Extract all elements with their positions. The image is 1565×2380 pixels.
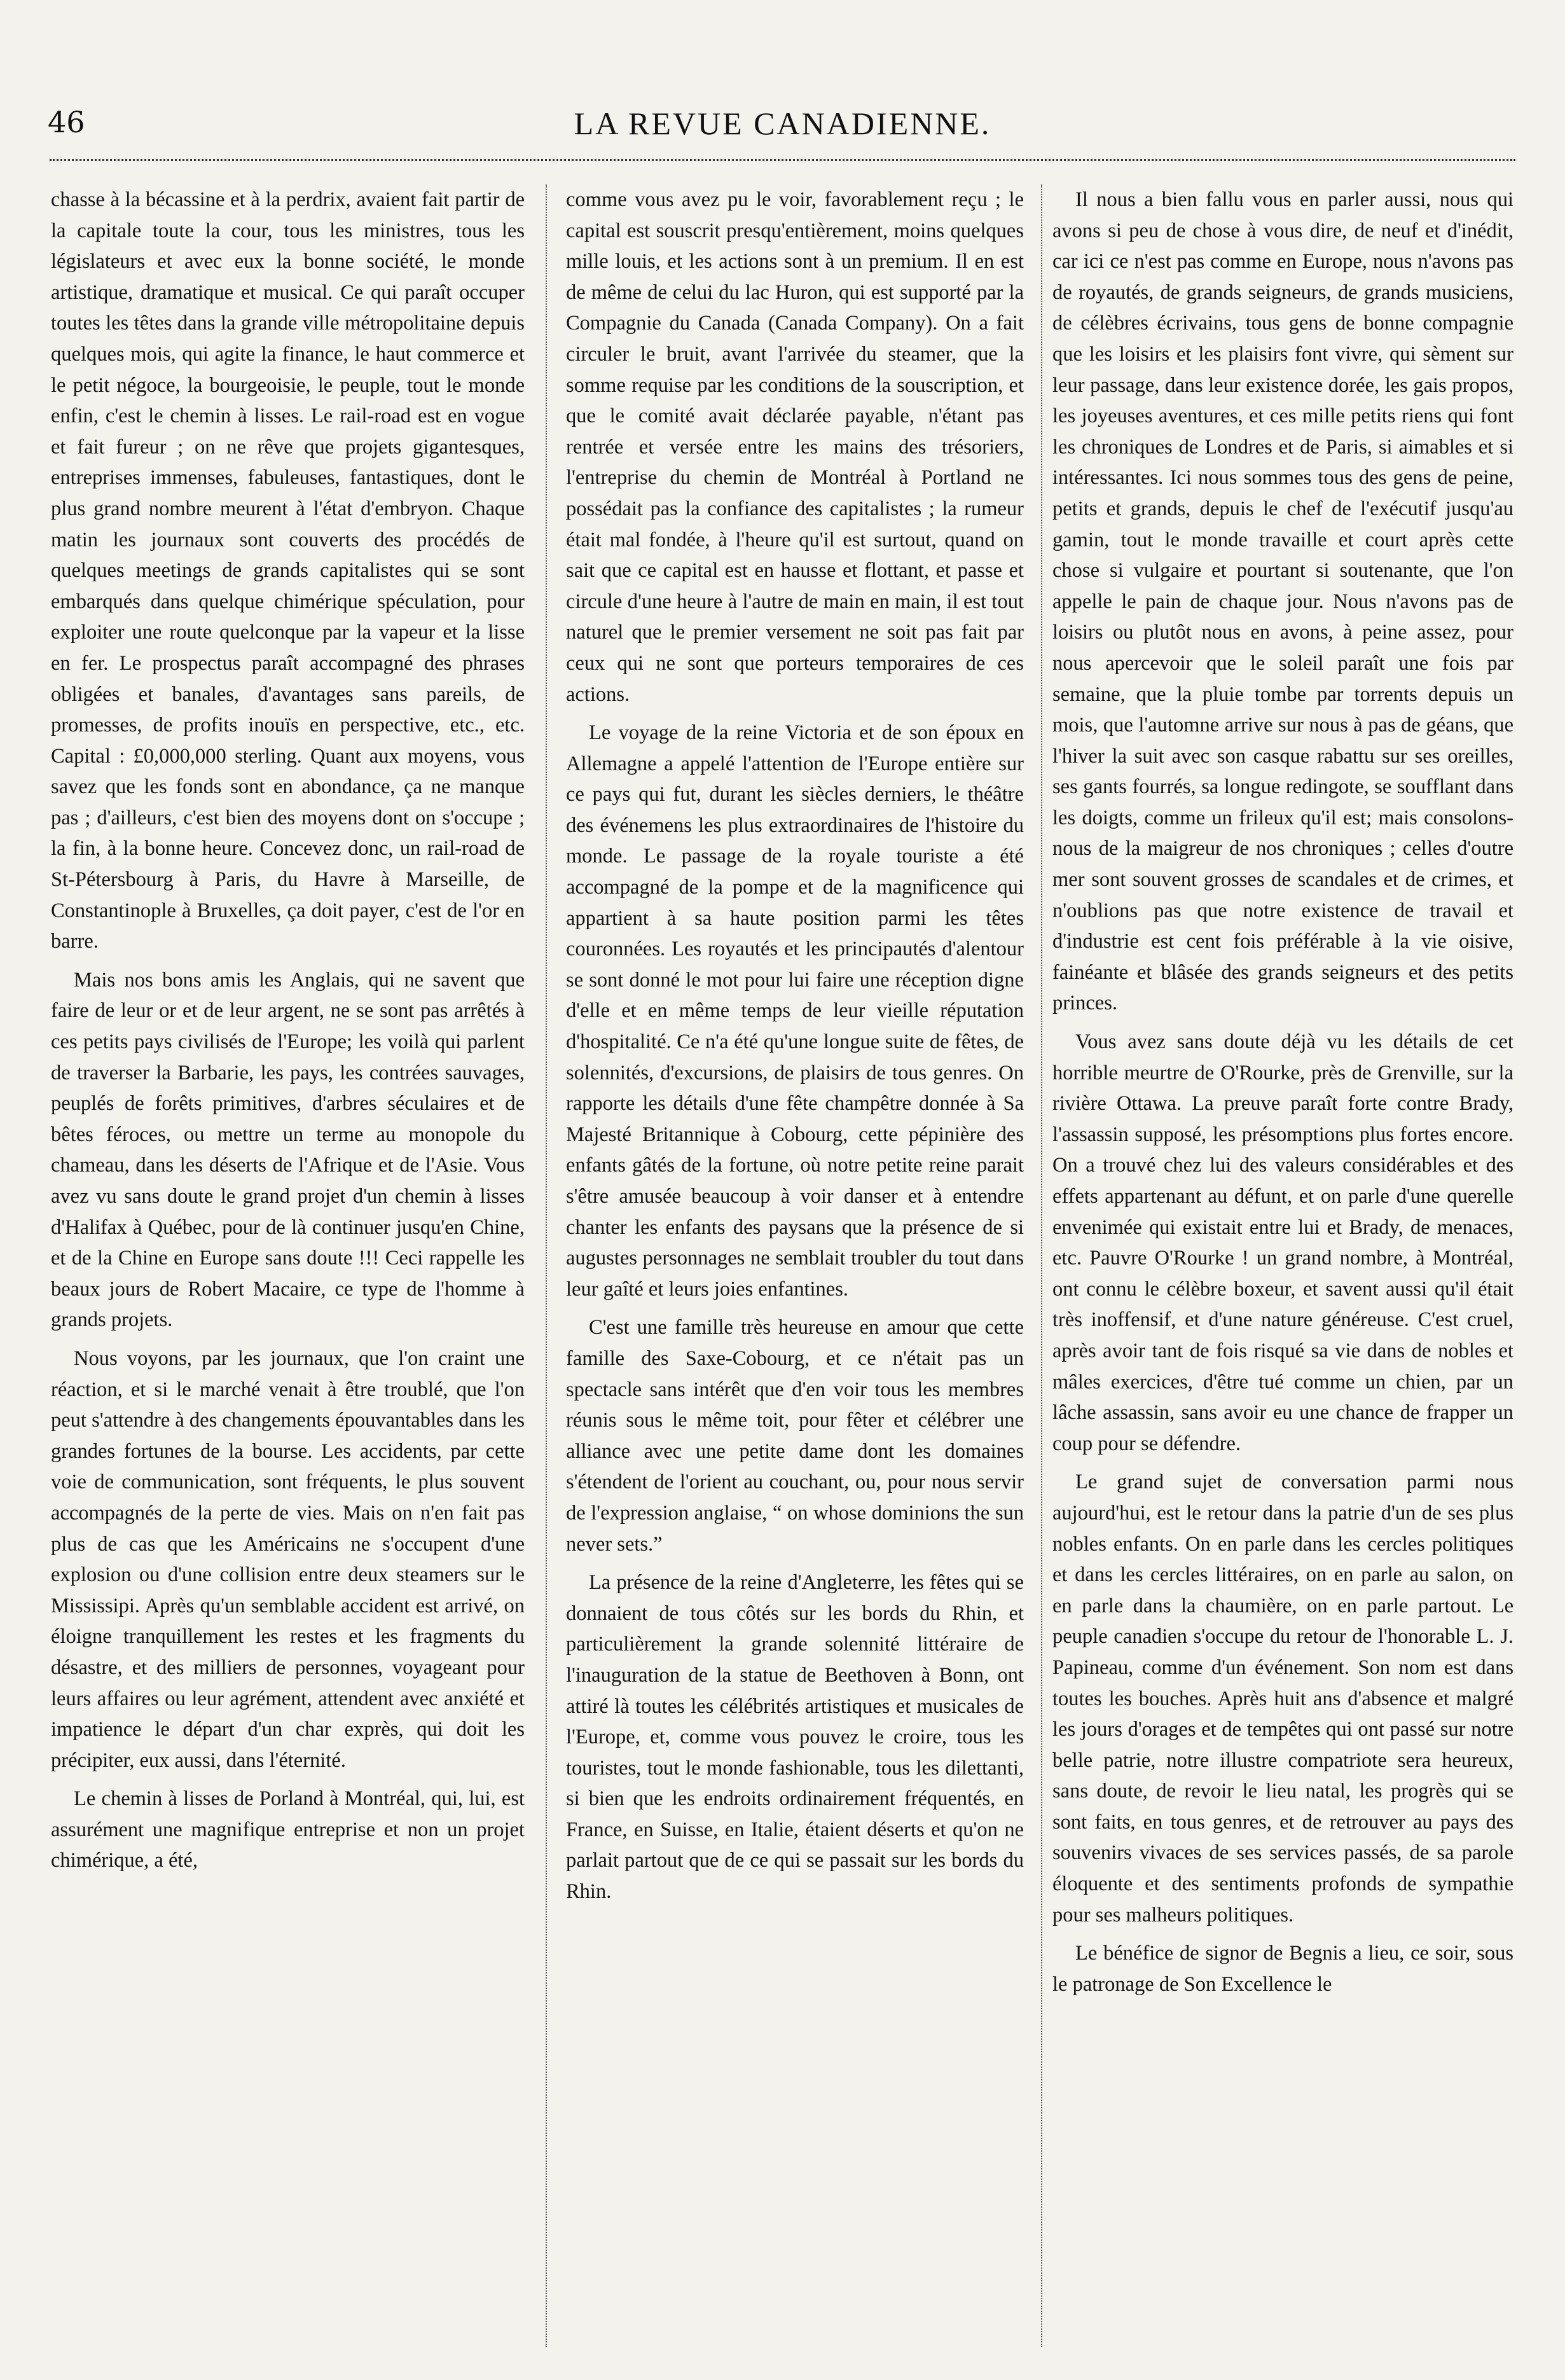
text-column-1 bbox=[51, 184, 525, 2347]
paragraph: Vous avez sans doute déjà vu les détails de cet horrible meurtre de O'Rourke, près de Grenville, sur la rivière Ottawa. La preuve paraît forte contre Brady, l'assassin supposé, les présomptions plus fortes encore. On a trouvé chez lui des valeurs considérables et des effets appartenant au défunt, et on parle d'une querelle envenimée qui existait entre lui et Brady, de menaces, etc. Pauvre O'Rourke ! un grand nombre, à Montréal, ont connu le célèbre boxeur, et savent aussi qu'il était très inoffensif, et d'une nature généreuse. C'est cruel, après avoir tant de fois risqué sa vie dans de nobles et mâles exercices, d'être tué comme un chien, par un lâche assassin, sans avoir eu une chance de frapper un coup pour se défendre. bbox=[1052, 1030, 1513, 1455]
journal-title: LA REVUE CANADIENNE. bbox=[574, 106, 991, 141]
header-rule bbox=[50, 159, 1515, 161]
paragraph: Le grand sujet de conversation parmi nous aujourd'hui, est le retour dans la patrie d'un de ses plus nobles enfants. On en parle dans les cercles politiques et dans les cercles littéraires, on en parle au salon, on en parle dans la chaumière, on en parle partout. Le peuple canadien s'occupe du retour de l'honorable L. J. Papineau, comme d'un événement. Son nom est dans toutes les bouches. Après huit ans d'absence et malgré les jours d'orages et de tempêtes qui ont passé sur notre belle patrie, notre illustre compatriote sera heureux, sans doute, de revoir le lieu natal, les progrès qui se sont faits, en tous genres, et de retrouver au pays des souvenirs vivaces de ses services passés, de sa parole éloquente et des sentiments profonds de sympathie pour ses malheurs politiques. bbox=[1052, 1470, 1513, 1927]
column-divider bbox=[546, 184, 547, 2347]
paragraph: Le voyage de la reine Victoria et de son époux en Allemagne a appelé l'attention de l'Europe entière sur ce pays qui fut, durant les siècles derniers, le théâtre des événemens les plus extraordinaires de l'histoire du monde. Le passage de la royale touriste a été accompagné de la pompe et de la magnificence qui appartient à sa haute position parmi les têtes couronnées. Les royautés et les principautés d'alentour se sont donné le mot pour lui faire une réception digne d'elle et en même temps de leur vieille réputation d'hospitalité. Ce n'a été qu'une longue suite de fêtes, de solennités, d'excursions, de plaisirs de tous genres. On rapporte les détails d'une fête champêtre donnée à Sa Majesté Britannique à Cobourg, cette pépinière des enfants gâtés de la fortune, où notre petite reine parait s'être amusée beaucoup à voir danser et à entendre chanter les enfants des paysans que la présence de si augustes personnages ne semblait troubler du tout dans leur gaîté et leurs joies enfantines. bbox=[566, 721, 1024, 1301]
page-header bbox=[48, 105, 1517, 162]
paragraph: Mais nos bons amis les Anglais, qui ne savent que faire de leur or et de leur argent, ne se sont pas arrêtés à ces petits pays civilisés de l'Europe; les voilà qui parlent de traverser la Barbarie, les pays, les contrées sauvages, peuplés de forêts primitives, d'arbres séculaires et de bêtes féroces, ou mettre un terme au monopole du chameau, dans les déserts de l'Afrique et de l'Asie. Vous avez vu sans doute le grand projet d'un chemin à lisses d'Halifax à Québec, pour de là continuer jusqu'en Chine, et de la Chine en Europe sans doute !!! Ceci rappelle les beaux jours de Robert Macaire, ce type de l'homme à grands projets. bbox=[51, 968, 525, 1332]
paragraph: Le bénéfice de signor de Begnis a lieu, ce soir, sous le patronage de Son Excellence le bbox=[1052, 1942, 1513, 1996]
text-column-3 bbox=[1052, 184, 1513, 2347]
paragraph: Le chemin à lisses de Porland à Montréal, qui, lui, est assurément une magnifique entreprise et non un projet chimérique, a été, bbox=[51, 1787, 525, 1872]
text-column-2 bbox=[566, 184, 1024, 2347]
paragraph: Il nous a bien fallu vous en parler aussi, nous qui avons si peu de chose à vous dire, de neuf et d'inédit, car ici ce n'est pas comme en Europe, nous n'avons pas de royautés, de grands seigneurs, de grands musiciens, de célèbres écrivains, tous gens de bonne compagnie que les loisirs et les plaisirs font vivre, qui sèment sur leur passage, dans leur existence dorée, les gais propos, les joyeuses aventures, et ces mille petits riens qui font les chroniques de Londres et de Paris, si aimables et si intéressantes. Ici nous sommes tous des gens de peine, petits et grands, depuis le chef de l'exécutif jusqu'au gamin, tout le monde travaille et court après cette chose si vulgaire et pourtant si soutenante, que l'on appelle le pain de chaque jour. Nous n'avons pas de loisirs ou plutôt nous en avons, à peine assez, pour nous apercevoir que le soleil paraît une fois par semaine, que la pluie tombe par torrents depuis un mois, que l'automne arrive sur nous à pas de géans, que l'hiver la suit avec son casque rabattu sur ses oreilles, ses gants fourrés, sa longue redingote, se soufflant dans les doigts, comme un frileux qu'il est; mais consolons-nous de la maigreur de nos chroniques ; celles d'outre mer sont souvent grosses de scandales et de crimes, et n'oublions pas que notre existence de travail et d'industrie est cent fois préférable à la vie oisive, fainéante et blâsée des grands seigneurs et des petits princes. bbox=[1052, 188, 1513, 1015]
paragraph: La présence de la reine d'Angleterre, les fêtes qui se donnaient de tous côtés sur les bords du Rhin, et particulièrement la grande solennité littéraire de l'inauguration de la statue de Beethoven à Bonn, ont attiré là toutes les célébrités artistiques et musicales de l'Europe, et, comme vous pouvez le croire, tous les touristes, tout le monde fashionable, tous les dilettanti, si bien que les endroits ordinairement fréquentés, en France, en Suisse, en Italie, étaient déserts et qu'on ne parlait partout que de ce qui se passait sur les bords du Rhin. bbox=[566, 1571, 1024, 1904]
paragraph: Nous voyons, par les journaux, que l'on craint une réaction, et si le marché venait à être troublé, que l'on peut s'attendre à des changements épouvantables dans les grandes fortunes de la bourse. Les accidents, par cette voie de communication, sont fréquents, le plus souvent accompagnés de la perte de vies. Mais on n'en fait pas plus de cas que les Américains ne s'occupent d'une explosion ou d'une collision entre deux steamers sur le Mississipi. Après qu'un semblable accident est arrivé, on éloigne tranquillement les restes et les fragments du désastre, et des milliers de personnes, voyageant pour leurs affaires ou leur agrément, attendent avec anxiété et impatience le départ d'un char exprès, qui doit les précipiter, eux aussi, dans l'éternité. bbox=[51, 1346, 525, 1772]
column-divider bbox=[1041, 184, 1042, 2347]
page-number: 46 bbox=[48, 105, 85, 139]
paragraph: comme vous avez pu le voir, favorablement reçu ; le capital est souscrit presqu'entièrement, moins quelques mille louis, et les actions sont à un premium. Il en est de même de celui du lac Huron, qui est supporté par la Compagnie du Canada (Canada Company). On a fait circuler le bruit, avant l'arrivée du steamer, que la somme requise par les conditions de la souscription, et que le comité avait déclarée payable, n'étant pas rentrée et versée entre les mains des trésoriers, l'entreprise du chemin de Montréal à Portland ne possédait pas la confiance des capitalistes ; la rumeur était mal fondée, à l'heure qu'il est surtout, quand on sait que ce capital est en hausse et flottant, et passe et circule d'une heure à l'autre de main en main, il est tout naturel que le premier versement ne soit pas fait par ceux qui ne sont que porteurs temporaires de ces actions. bbox=[566, 188, 1024, 706]
paragraph: chasse à la bécassine et à la perdrix, avaient fait partir de la capitale toute la cour, tous les ministres, tous les législateurs et avec eux la bonne société, le monde artistique, dramatique et musical. Ce qui paraît occuper toutes les têtes dans la grande ville métropolitaine depuis quelques mois, qui agite la finance, le haut commerce et le petit négoce, la bourgeoisie, le peuple, tout le monde enfin, c'est le chemin à lisses. Le rail-road est en vogue et fait fureur ; on ne rêve que projets gigantesques, entreprises immenses, fabuleuses, fantastiques, dont le plus grand nombre meurent à l'état d'embryon. Chaque matin les journaux sont couverts des procédés de quelques meetings de grands capitalistes qui se sont embarqués dans quelque chimérique spéculation, pour exploiter une route quelconque par la vapeur et la lisse en fer. Le prospectus paraît accompagné des phrases obligées et banales, d'avantages sans pareils, de promesses, de profits inouïs en perspective, etc., etc. Capital : £0,000,000 sterling. Quant aux moyens, vous savez que les fonds sont en abondance, ça ne manque pas ; d'ailleurs, c'est bien des moyens dont on s'occupe ; la fin, à la bonne heure. Concevez donc, un rail-road de St-Pétersbourg à Paris, du Havre à Marseille, de Constantinople à Bruxelles, ça doit payer, c'est de l'or en barre. bbox=[51, 188, 525, 953]
paragraph: C'est une famille très heureuse en amour que cette famille des Saxe-Cobourg, et ce n'était pas un spectacle sans intérêt que d'en voir tous les membres réunis sous le même toit, pour fêter et célébrer une alliance avec une petite dame dont les domaines s'étendent de l'orient au couchant, ou, pour nous servir de l'expression anglaise, “ on whose dominions the sun never sets.” bbox=[566, 1316, 1024, 1556]
